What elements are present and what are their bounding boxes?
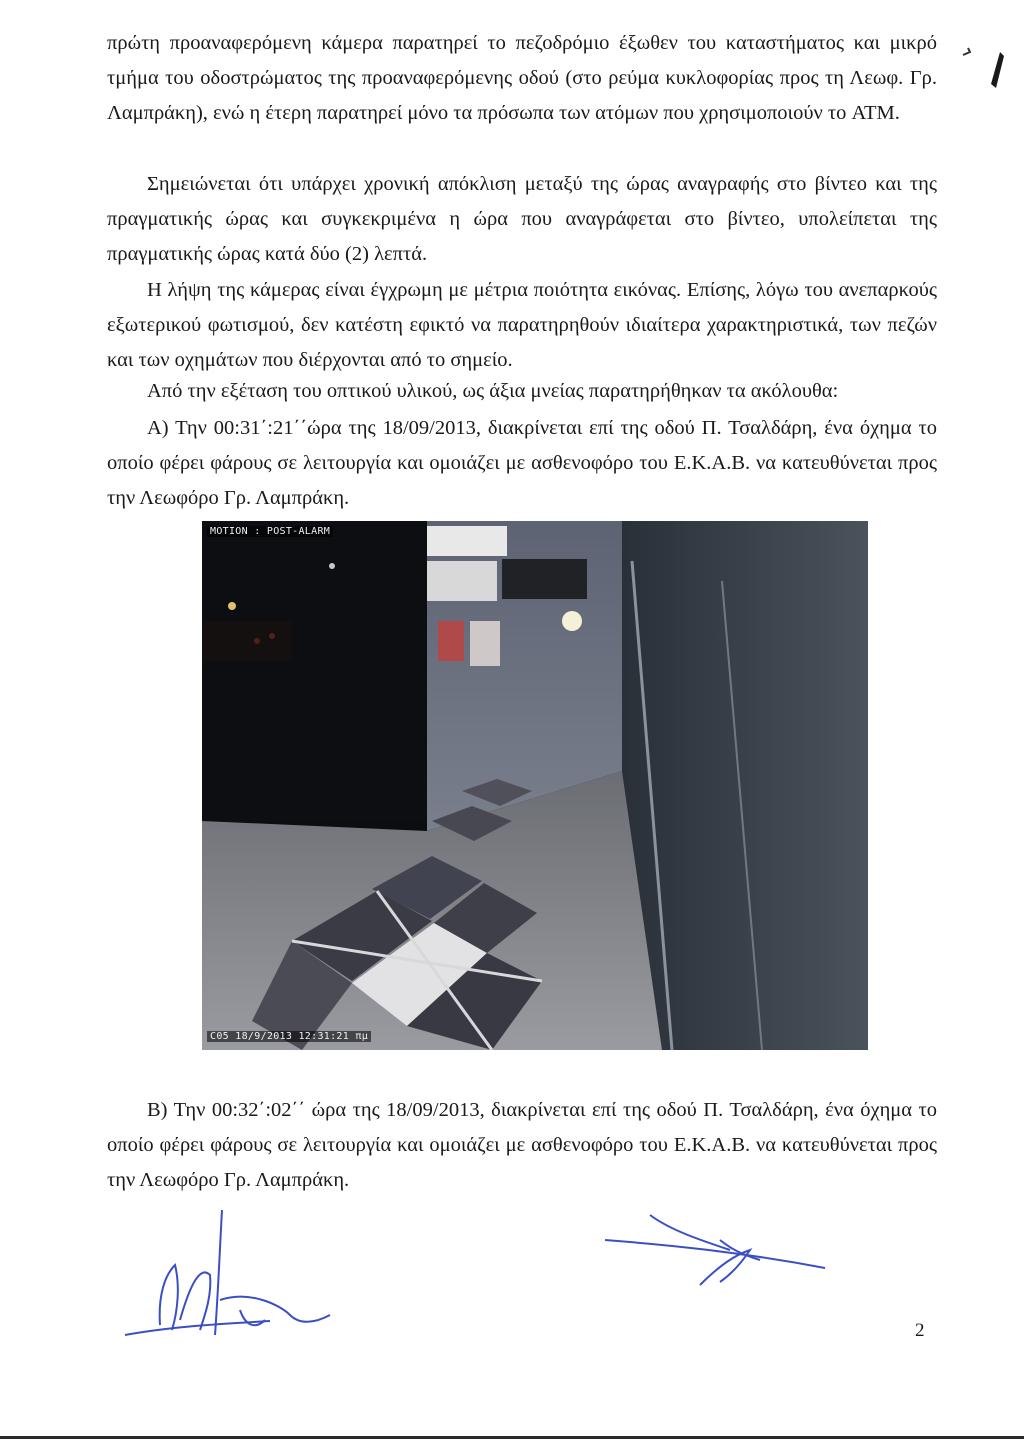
wall-sign <box>427 526 507 556</box>
glass-door <box>622 521 868 1050</box>
cctv-still-photo <box>202 521 868 1050</box>
signature-left <box>120 1205 350 1345</box>
paragraph-findings-intro: Από την εξέταση του οπτικού υλικού, ως άξια μνείας παρατηρήθηκαν τα ακόλουθα: <box>147 380 839 402</box>
paragraph-finding-b: Β) Την 00:32΄:02΄΄ ώρα της 18/09/2013, διακρίνεται επί της οδού Π. Τσαλδάρη, ένα όχημα το οποίο φέρει φάρους σε λειτουργία και ομοιάζει με ασθενοφόρο του Ε.Κ.Α.Β. να κατευθύνεται προς την Λεωφόρο Γρ. Λαμπράκη. <box>107 1099 937 1191</box>
paragraph-time-offset: Σημειώνεται ότι υπάρχει χρονική απόκλιση μεταξύ της ώρας αναγραφής στο βίντεο και της πραγματικής ώρας και συγκεκριμένα η ώρα που αναγράφεται στο βίντεο, υπολείπεται της πραγματικής ώρας κατά δύο (2) λεπτά. <box>107 173 937 265</box>
wall-sign <box>427 561 497 601</box>
paragraph-finding-a: Α) Την 00:31΄:21΄΄ώρα της 18/09/2013, διακρίνεται επί της οδού Π. Τσαλδάρη, ένα όχημα το οποίο φέρει φάρους σε λειτουργία και ομοιάζει με ασθενοφόρο του Ε.Κ.Α.Β. να κατευθύνεται προς την Λεωφόρο Γρ. Λαμπράκη. <box>107 417 937 509</box>
poster <box>470 621 500 666</box>
cctv-scene <box>202 521 868 1050</box>
street-light <box>329 563 335 569</box>
margin-ink-mark <box>988 50 1008 90</box>
camera-status-overlay: MOTION : POST-ALARM <box>207 526 333 537</box>
page-bottom-edge <box>0 1436 1024 1439</box>
margin-mark <box>958 40 988 70</box>
page-number: 2 <box>915 1320 925 1341</box>
camera-timestamp-overlay: C05 18/9/2013 12:31:21 πμ <box>207 1031 371 1042</box>
paragraph-camera-description: πρώτη προαναφερόμενη κάμερα παρατηρεί το πεζοδρόμιο έξωθεν του καταστήματος και μικρό τμήμα του οδοστρώματος της προαναφερόμενης οδού (στο ρεύμα κυκλοφορίας προς τη Λεωφ. Γρ. Λαμπράκη), ενώ η έτερη παρατηρεί μόνο τα πρόσωπα των ατόμων που χρησιμοποιούν το ATM. <box>107 32 937 124</box>
signature-right <box>600 1210 840 1300</box>
wall-lamp <box>562 611 582 631</box>
paragraph-image-quality: Η λήψη της κάμερας είναι έγχρωμη με μέτρια ποιότητα εικόνας. Επίσης, λόγω του ανεπαρκούς εξωτερικού φωτισμού, δεν κατέστη εφικτό να παρατηρηθούν ιδιαίτερα χαρακτηριστικά, των πεζών και των οχημάτων που διέρχονται από το σημείο. <box>107 279 937 371</box>
street-light <box>228 602 236 610</box>
poster <box>438 621 464 661</box>
wall-sign <box>502 559 587 599</box>
